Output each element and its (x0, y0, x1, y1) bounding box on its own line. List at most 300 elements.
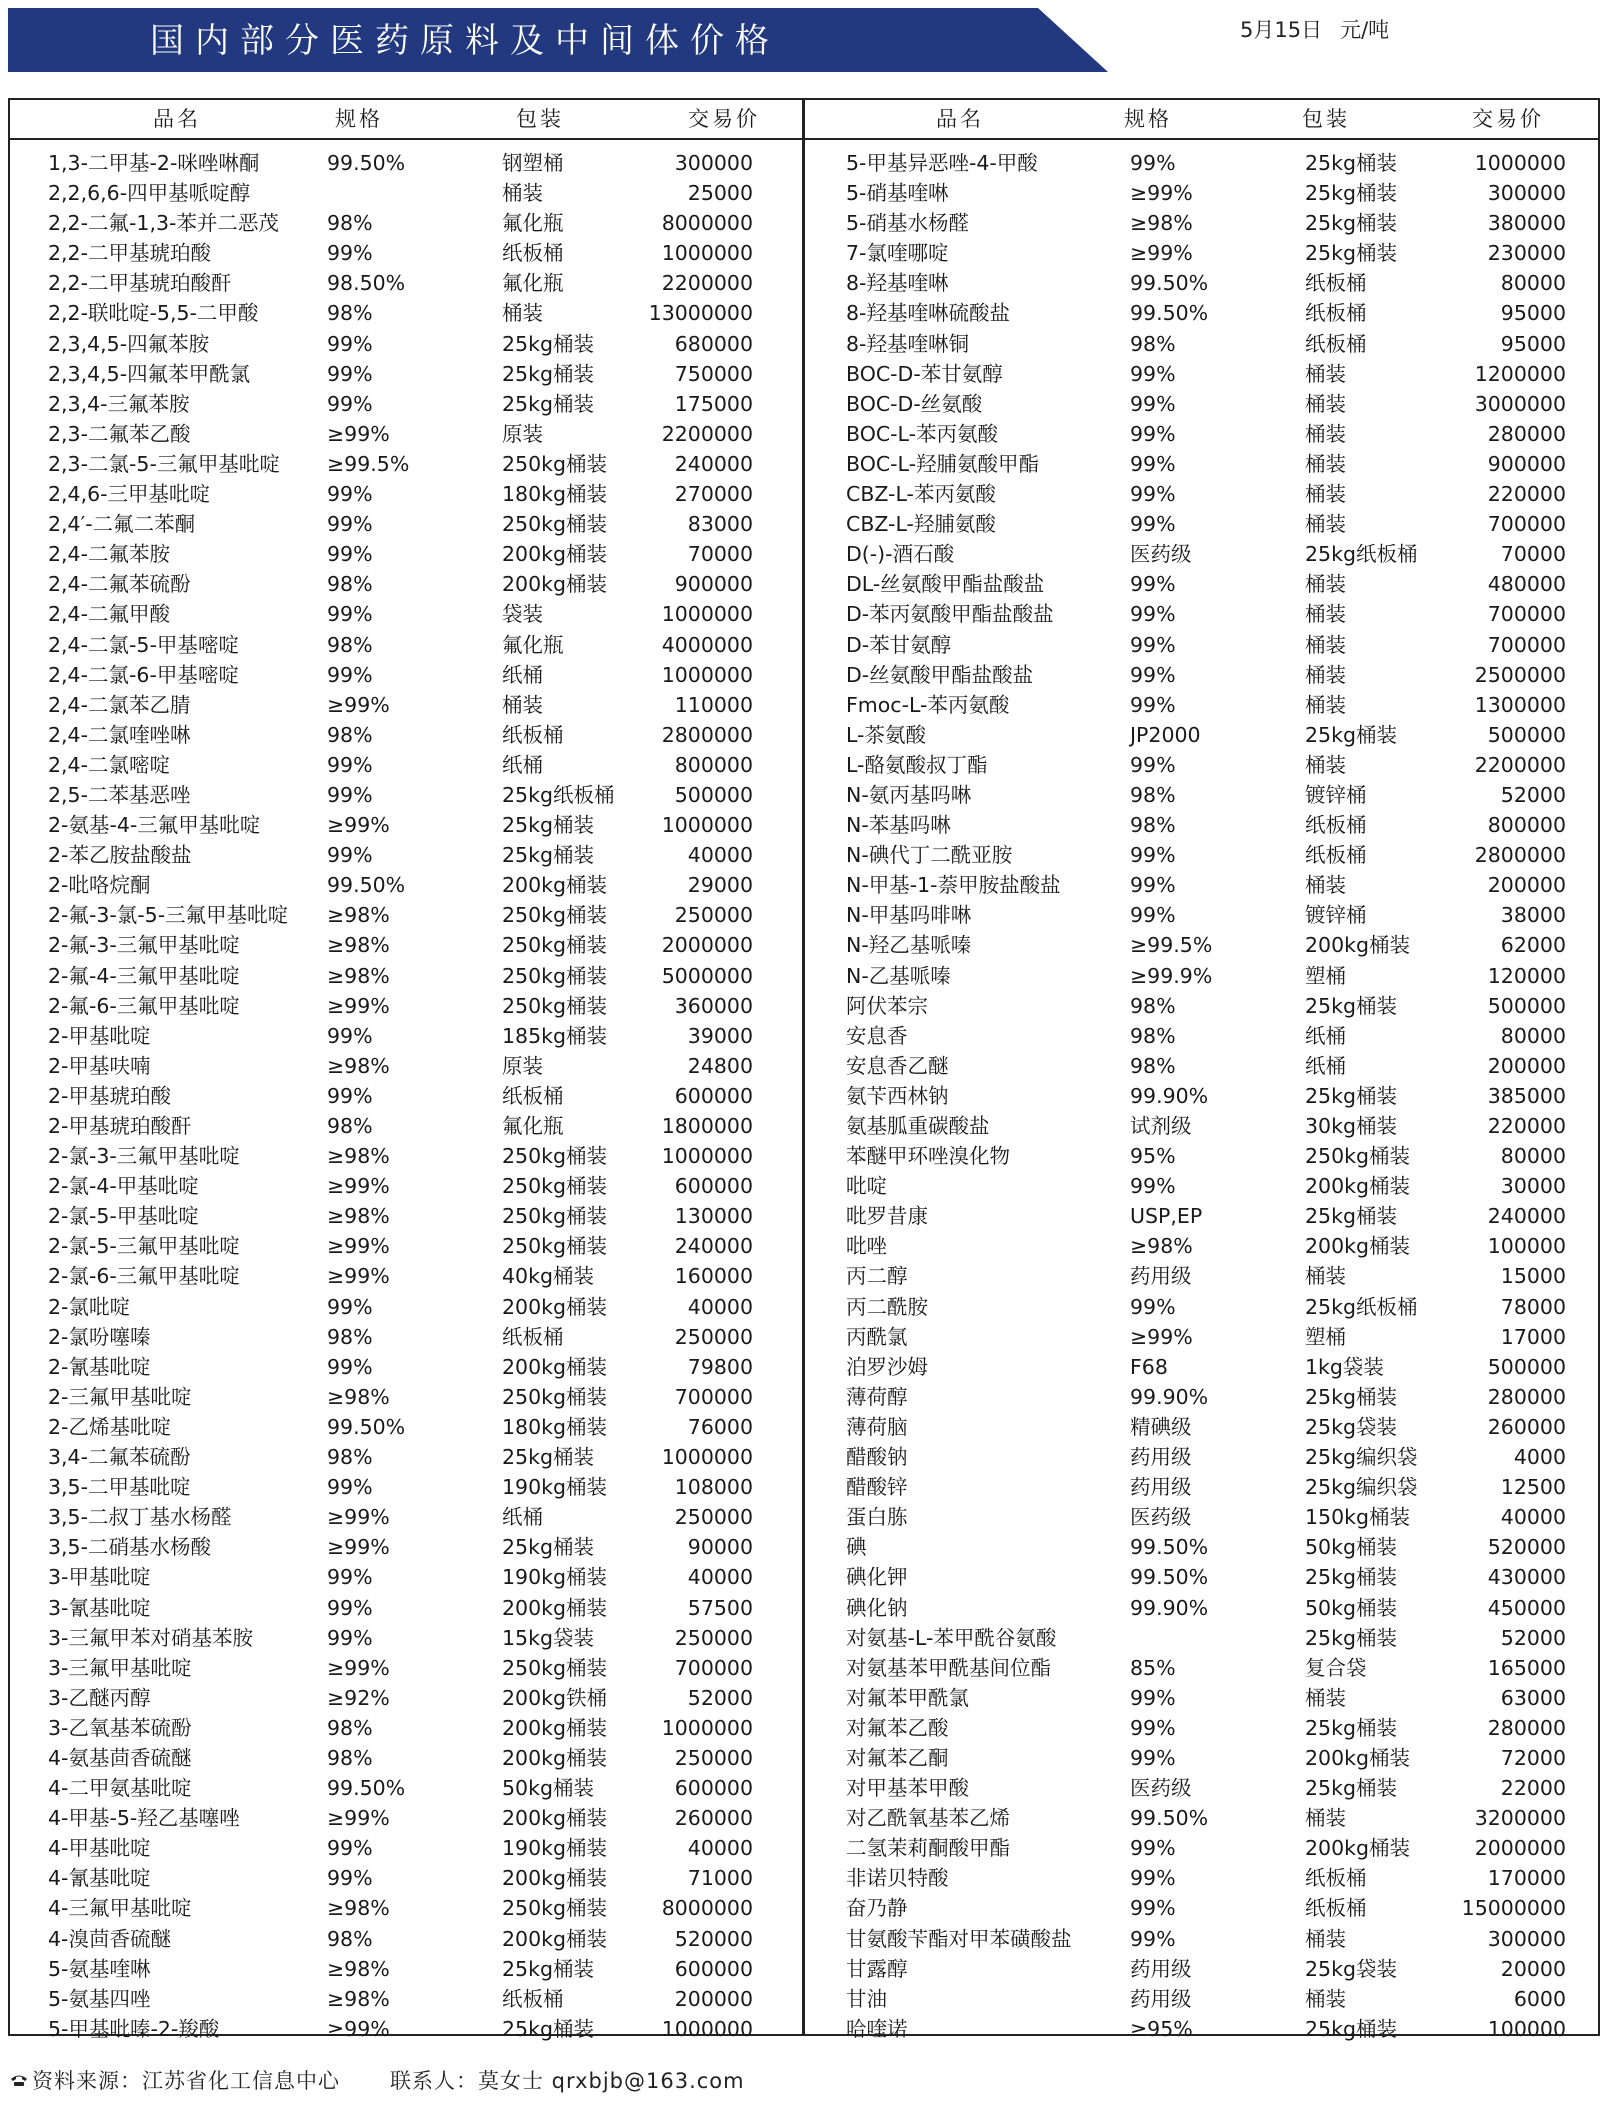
product-package: 25kg桶装 (1305, 1565, 1397, 1590)
product-spec: 98% (1130, 782, 1176, 807)
table-row (10, 991, 800, 1021)
table-row (808, 2014, 1600, 2044)
product-price: 29000 (687, 873, 753, 898)
product-name: N-苯基吗啉 (846, 813, 951, 838)
product-package: 200kg桶装 (502, 873, 608, 898)
product-name: 4-甲基-5-羟乙基噻唑 (48, 1806, 240, 1831)
table-row (10, 1201, 800, 1231)
product-price: 600000 (674, 1083, 753, 1108)
product-price: 280000 (1487, 1715, 1566, 1740)
product-name: 2,4-二氟苯硫酚 (48, 572, 191, 597)
product-spec: 99% (327, 752, 373, 777)
product-package: 200kg桶装 (1305, 933, 1411, 958)
product-price: 40000 (687, 1565, 753, 1590)
product-name: 2-甲基琥珀酸 (48, 1083, 171, 1108)
table-row (10, 750, 800, 780)
product-name: 2,2-联吡啶-5,5-二甲酸 (48, 301, 259, 326)
product-price: 230000 (1487, 241, 1566, 266)
product-package: 桶装 (1305, 572, 1346, 597)
product-package: 185kg桶装 (502, 1023, 608, 1048)
table-row (10, 630, 800, 660)
product-name: 蛋白胨 (846, 1505, 908, 1530)
product-name: 8-羟基喹啉硫酸盐 (846, 301, 1010, 326)
product-price: 25000 (687, 181, 753, 206)
product-price: 240000 (1487, 1204, 1566, 1229)
table-row (808, 1081, 1600, 1111)
table-row (808, 630, 1600, 660)
table-row (808, 900, 1600, 930)
product-price: 1000000 (661, 1715, 753, 1740)
table-row (808, 1623, 1600, 1653)
product-name: BOC-L-苯丙氨酸 (846, 421, 999, 446)
product-spec: ≥99% (327, 1806, 390, 1831)
product-name: BOC-D-苯甘氨醇 (846, 361, 1003, 386)
product-name: 4-二甲氨基吡啶 (48, 1776, 192, 1801)
product-price: 1000000 (661, 1445, 753, 1470)
product-package: 30kg桶装 (1305, 1114, 1397, 1138)
product-name: 4-溴茴香硫醚 (48, 1926, 171, 1951)
product-spec: ≥99.9% (1130, 963, 1213, 988)
left-rows (10, 148, 800, 2044)
product-name: L-茶氨酸 (846, 722, 926, 747)
product-package: 纸板桶 (502, 722, 564, 747)
product-name: 3-三氟甲苯对硝基苯胺 (48, 1625, 253, 1650)
product-package: 桶装 (1305, 391, 1346, 416)
product-price: 110000 (674, 692, 753, 717)
table-row (10, 1472, 800, 1502)
product-price: 13000000 (648, 301, 753, 326)
product-package: 250kg桶装 (502, 933, 608, 958)
product-spec: 99% (1130, 662, 1176, 687)
table-row (808, 1201, 1600, 1231)
product-price: 600000 (674, 1174, 753, 1199)
product-name: 2-氟-4-三氟甲基吡啶 (48, 963, 240, 988)
product-name: 4-甲基吡啶 (48, 1836, 151, 1861)
table-row (10, 329, 800, 359)
table-row (10, 1743, 800, 1773)
product-price: 280000 (1487, 421, 1566, 446)
product-name: 3-乙氧基苯硫酚 (48, 1715, 192, 1740)
product-package: 氟化瓶 (502, 271, 564, 296)
table-row (10, 1833, 800, 1863)
product-package: 钢塑桶 (502, 151, 564, 175)
table-row (808, 1021, 1600, 1051)
product-spec: 99% (1130, 1866, 1176, 1891)
product-package: 250kg桶装 (502, 512, 608, 537)
product-name: 5-硝基喹啉 (846, 181, 949, 206)
table-row (808, 660, 1600, 690)
product-package: 25kg编织袋 (1305, 1445, 1418, 1470)
table-row (808, 208, 1600, 238)
table-row (10, 1954, 800, 1984)
product-package: 15kg袋装 (502, 1625, 594, 1650)
price-unit: 元/吨 (1340, 18, 1390, 42)
table-row (10, 1081, 800, 1111)
product-name: 2,3-二氯-5-三氟甲基吡啶 (48, 451, 280, 476)
product-spec: 99% (327, 1475, 373, 1500)
product-name: N-碘代丁二酰亚胺 (846, 843, 1013, 868)
product-price: 2500000 (1474, 662, 1566, 687)
product-name: 2-氯-6-三氟甲基吡啶 (48, 1264, 240, 1289)
product-price: 40000 (687, 1294, 753, 1319)
product-price: 6000 (1513, 1986, 1566, 2011)
product-price: 200000 (1487, 1053, 1566, 1078)
product-name: 2-氯-3-三氟甲基吡啶 (48, 1144, 240, 1169)
product-spec: 99% (1130, 391, 1176, 416)
product-name: 2-氟-6-三氟甲基吡啶 (48, 993, 240, 1018)
table-row (808, 238, 1600, 268)
product-package: 25kg袋装 (1305, 1414, 1397, 1439)
product-package: 1kg袋装 (1305, 1354, 1384, 1379)
product-name: DL-丝氨酸甲酯盐酸盐 (846, 572, 1045, 597)
table-row (808, 1382, 1600, 1412)
product-spec: 98% (327, 572, 373, 597)
product-spec: 99% (1130, 1745, 1176, 1770)
product-spec: 98% (1130, 331, 1176, 356)
product-spec: 98% (327, 1114, 373, 1138)
product-name: 5-氨基四唑 (48, 1986, 151, 2011)
table-row (808, 389, 1600, 419)
table-row (10, 449, 800, 479)
product-package: 250kg桶装 (502, 451, 608, 476)
product-name: 2-氯-5-三氟甲基吡啶 (48, 1234, 240, 1259)
table-row (808, 1562, 1600, 1592)
product-spec: 99% (327, 782, 373, 807)
product-package: 190kg桶装 (502, 1565, 608, 1590)
product-price: 220000 (1487, 1114, 1566, 1138)
product-spec: 98% (1130, 813, 1176, 838)
product-spec: ≥99% (327, 993, 390, 1018)
product-spec: 99% (1130, 1926, 1176, 1951)
product-price: 40000 (1500, 1505, 1566, 1530)
product-package: 25kg桶装 (1305, 1204, 1397, 1229)
product-package: 25kg桶装 (1305, 181, 1397, 206)
product-price: 250000 (674, 1324, 753, 1349)
product-price: 2800000 (661, 722, 753, 747)
product-spec: 99% (327, 602, 373, 627)
product-name: 丙二酰胺 (846, 1294, 928, 1319)
table-row (808, 1261, 1600, 1291)
product-spec: 99% (1130, 632, 1176, 657)
product-spec: 98% (327, 1445, 373, 1470)
product-spec: 99.50% (1130, 1806, 1209, 1831)
product-package: 纸桶 (1305, 1023, 1346, 1048)
product-name: 2-乙烯基吡啶 (48, 1414, 171, 1439)
product-spec: 99.50% (327, 1776, 406, 1801)
product-name: 安息香乙醚 (846, 1053, 949, 1078)
product-name: 2,3,4,5-四氟苯胺 (48, 331, 210, 356)
product-name: CBZ-L-苯丙氨酸 (846, 482, 996, 507)
product-package: 25kg桶装 (1305, 1715, 1397, 1740)
phone-icon (10, 2074, 28, 2086)
product-spec: JP2000 (1130, 722, 1201, 747)
product-name: 阿伏苯宗 (846, 993, 928, 1018)
product-spec: 99% (327, 1866, 373, 1891)
table-row (808, 1713, 1600, 1743)
table-row (10, 1653, 800, 1683)
product-package: 25kg桶装 (502, 361, 594, 386)
product-spec: ≥98% (327, 1956, 390, 1981)
product-package: 纸板桶 (1305, 1896, 1367, 1921)
product-name: 2-氯吩噻嗪 (48, 1324, 151, 1349)
table-row (808, 1653, 1600, 1683)
product-name: 泊罗沙姆 (846, 1354, 928, 1379)
product-name: 对乙酰氧基苯乙烯 (846, 1806, 1010, 1831)
table-row (10, 569, 800, 599)
table-row (10, 1292, 800, 1322)
product-name: 2,4-二氯苯乙腈 (48, 692, 191, 717)
product-price: 4000 (1513, 1445, 1566, 1470)
product-price: 1000000 (661, 662, 753, 687)
table-row (808, 148, 1600, 178)
product-package: 桶装 (1305, 512, 1346, 537)
product-spec: 99.50% (1130, 1535, 1209, 1560)
product-name: N-羟乙基哌嗪 (846, 933, 972, 958)
product-name: BOC-L-羟脯氨酸甲酯 (846, 451, 1040, 476)
product-name: 5-甲基吡嗪-2-羧酸 (48, 2016, 220, 2041)
product-spec: 95% (1130, 1144, 1176, 1169)
product-spec: 99% (327, 542, 373, 567)
product-package: 25kg桶装 (1305, 1625, 1397, 1650)
product-name: CBZ-L-羟脯氨酸 (846, 512, 996, 537)
product-price: 165000 (1487, 1655, 1566, 1680)
product-name: 3,5-二甲基吡啶 (48, 1475, 191, 1500)
product-package: 200kg桶装 (502, 572, 608, 597)
product-name: 4-三氟甲基吡啶 (48, 1896, 192, 1921)
product-package: 200kg桶装 (1305, 1836, 1411, 1861)
product-spec: 99.90% (1130, 1595, 1209, 1620)
product-price: 38000 (1500, 903, 1566, 928)
product-price: 2800000 (1474, 843, 1566, 868)
product-name: 2-氰基吡啶 (48, 1354, 151, 1379)
product-package: 190kg桶装 (502, 1475, 608, 1500)
product-spec: 99.50% (327, 151, 406, 175)
product-package: 氟化瓶 (502, 632, 564, 657)
table-row (808, 1502, 1600, 1532)
product-package: 25kg桶装 (1305, 993, 1397, 1018)
product-package: 25kg纸板桶 (1305, 542, 1418, 567)
product-package: 200kg桶装 (502, 1745, 608, 1770)
product-spec: ≥99% (327, 2016, 390, 2041)
table-row (808, 329, 1600, 359)
table-row (10, 148, 800, 178)
product-package: 桶装 (1305, 662, 1346, 687)
product-spec: 98% (327, 211, 373, 236)
product-name: D(-)-酒石酸 (846, 542, 955, 567)
product-price: 500000 (674, 782, 753, 807)
table-row (10, 298, 800, 328)
product-spec: ≥98% (327, 1204, 390, 1229)
product-spec: ≥98% (327, 903, 390, 928)
product-package: 纸桶 (502, 662, 543, 687)
product-package: 桶装 (502, 181, 543, 206)
table-row (808, 1893, 1600, 1923)
product-spec: 98% (1130, 1053, 1176, 1078)
product-price: 250000 (674, 903, 753, 928)
product-package: 25kg桶装 (1305, 241, 1397, 266)
product-spec: ≥95% (1130, 2016, 1193, 2041)
table-row (10, 238, 800, 268)
product-name: 5-甲基异恶唑-4-甲酸 (846, 151, 1038, 175)
product-price: 100000 (1487, 1234, 1566, 1259)
table-row (10, 2014, 800, 2044)
table-row (10, 1141, 800, 1171)
product-price: 700000 (674, 1655, 753, 1680)
product-package: 氟化瓶 (502, 211, 564, 236)
product-package: 25kg桶装 (1305, 722, 1397, 747)
product-package: 150kg桶装 (1305, 1505, 1411, 1530)
product-name: 对甲基苯甲酸 (846, 1776, 969, 1801)
product-price: 900000 (1487, 451, 1566, 476)
product-price: 700000 (1487, 632, 1566, 657)
product-package: 50kg桶装 (1305, 1595, 1397, 1620)
product-package: 桶装 (1305, 361, 1346, 386)
table-row (808, 870, 1600, 900)
table-row (10, 1442, 800, 1472)
product-price: 600000 (674, 1956, 753, 1981)
product-price: 15000 (1500, 1264, 1566, 1289)
product-package: 250kg桶装 (502, 1204, 608, 1229)
table-row (808, 178, 1600, 208)
product-spec: 药用级 (1130, 1475, 1192, 1500)
header-price: 交易价 (688, 107, 760, 131)
product-package: 200kg桶装 (502, 1806, 608, 1831)
table-row (10, 389, 800, 419)
product-price: 800000 (1487, 813, 1566, 838)
product-name: 2,2-二氟-1,3-苯并二恶茂 (48, 211, 279, 236)
product-price: 1000000 (1474, 151, 1566, 175)
product-name: 2,5-二苯基恶唑 (48, 782, 191, 807)
product-spec: ≥99% (1130, 181, 1193, 206)
product-spec: 99% (327, 391, 373, 416)
product-price: 57500 (687, 1595, 753, 1620)
product-price: 700000 (1487, 512, 1566, 537)
product-name: 对氨基-L-苯甲酰谷氨酸 (846, 1625, 1057, 1650)
table-row (808, 539, 1600, 569)
product-spec: 99% (327, 843, 373, 868)
product-package: 25kg桶装 (502, 813, 594, 838)
product-name: 醋酸锌 (846, 1475, 908, 1500)
table-row (808, 780, 1600, 810)
product-package: 200kg桶装 (502, 542, 608, 567)
product-name: D-丝氨酸甲酯盐酸盐 (846, 662, 1034, 687)
product-package: 200kg桶装 (502, 1866, 608, 1891)
product-price: 8000000 (661, 1896, 753, 1921)
product-price: 62000 (1500, 933, 1566, 958)
product-spec: 99% (327, 1836, 373, 1861)
product-spec: 99.90% (1130, 1384, 1209, 1409)
product-name: 对氟苯乙酸 (846, 1715, 949, 1740)
product-price: 1000000 (661, 813, 753, 838)
product-spec: ≥98% (327, 933, 390, 958)
table-row (808, 298, 1600, 328)
product-spec: 99% (1130, 1836, 1176, 1861)
product-spec: 99% (1130, 1174, 1176, 1199)
product-spec: 99.90% (1130, 1083, 1209, 1108)
product-package: 桶装 (1305, 1926, 1346, 1951)
product-price: 1800000 (661, 1114, 753, 1138)
product-name: 氨苄西林钠 (846, 1083, 949, 1108)
product-spec: 98% (327, 632, 373, 657)
product-name: 3-氰基吡啶 (48, 1595, 151, 1620)
date-unit (1240, 14, 1389, 44)
table-row (808, 1833, 1600, 1863)
product-price: 12500 (1500, 1475, 1566, 1500)
product-package: 180kg桶装 (502, 1414, 608, 1439)
product-name: 2,4′-二氟二苯酮 (48, 512, 196, 537)
product-name: 吡唑 (846, 1234, 887, 1259)
product-name: 8-羟基喹啉 (846, 271, 949, 296)
product-name: 甘氨酸苄酯对甲苯磺酸盐 (846, 1926, 1072, 1951)
product-spec: 99% (1130, 482, 1176, 507)
product-price: 500000 (1487, 722, 1566, 747)
header-price: 交易价 (1472, 107, 1544, 131)
table-row (10, 961, 800, 991)
product-price: 17000 (1500, 1324, 1566, 1349)
product-price: 79800 (687, 1354, 753, 1379)
product-spec: ≥99% (327, 1535, 390, 1560)
product-spec: USP,EP (1130, 1204, 1203, 1229)
product-package: 原装 (502, 1053, 543, 1078)
product-package: 纸板桶 (502, 1324, 564, 1349)
product-name: 2-甲基琥珀酸酐 (48, 1114, 192, 1138)
product-package: 桶装 (1305, 752, 1346, 777)
product-price: 2200000 (661, 421, 753, 446)
product-package: 25kg桶装 (502, 843, 594, 868)
product-spec: 98% (327, 1324, 373, 1349)
product-package: 纸桶 (502, 1505, 543, 1530)
product-price: 71000 (687, 1866, 753, 1891)
table-row (10, 690, 800, 720)
product-package: 25kg桶装 (1305, 211, 1397, 236)
product-package: 镀锌桶 (1305, 903, 1367, 928)
product-name: 薄荷醇 (846, 1384, 908, 1409)
product-price: 260000 (674, 1806, 753, 1831)
product-package: 复合袋 (1305, 1655, 1367, 1680)
product-name: 4-氨基茴香硫醚 (48, 1745, 192, 1770)
product-name: N-乙基哌嗪 (846, 963, 951, 988)
product-spec: 99% (1130, 692, 1176, 717)
product-package: 50kg桶装 (502, 1776, 594, 1801)
product-name: 醋酸钠 (846, 1445, 908, 1470)
product-price: 480000 (1487, 572, 1566, 597)
table-row (10, 1021, 800, 1051)
product-name: 吡罗昔康 (846, 1204, 928, 1229)
product-package: 25kg袋装 (1305, 1956, 1397, 1981)
product-name: 8-羟基喹啉铜 (846, 331, 969, 356)
header-pack: 包装 (1302, 107, 1350, 131)
product-name: 2,3,4-三氟苯胺 (48, 391, 190, 416)
product-spec: 98% (1130, 1023, 1176, 1048)
table-row (10, 1171, 800, 1201)
product-package: 25kg桶装 (1305, 1083, 1397, 1108)
product-package: 200kg桶装 (502, 1595, 608, 1620)
table-row (10, 1683, 800, 1713)
header-spec: 规格 (335, 107, 383, 131)
table-row (808, 840, 1600, 870)
product-price: 15000000 (1461, 1896, 1566, 1921)
table-row (10, 1382, 800, 1412)
product-price: 83000 (687, 512, 753, 537)
product-price: 600000 (674, 1776, 753, 1801)
table-row (10, 208, 800, 238)
product-package: 桶装 (502, 301, 543, 326)
product-package: 氟化瓶 (502, 1114, 564, 1138)
product-name: 2-苯乙胺盐酸盐 (48, 843, 192, 868)
product-price: 250000 (674, 1625, 753, 1650)
header-spec: 规格 (1124, 107, 1172, 131)
product-spec: 99% (327, 361, 373, 386)
